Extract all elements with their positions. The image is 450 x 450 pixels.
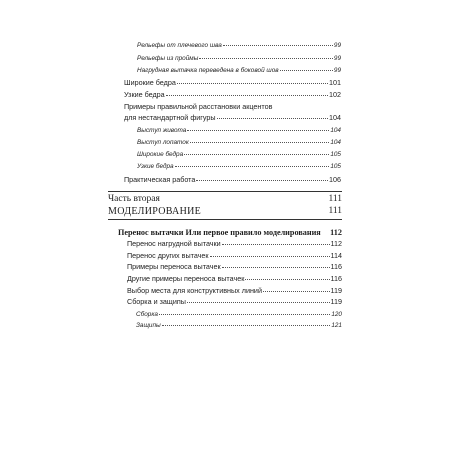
toc-entry-page: 114 (330, 251, 342, 260)
chapter-title: Перенос вытачки Или первое правило моделирования (118, 228, 321, 237)
toc-entry-label: для нестандартной фигуры (124, 113, 216, 122)
toc-entry-page: 121 (331, 322, 342, 329)
toc-entry-page: 104 (329, 113, 341, 122)
leader-dots (166, 95, 328, 96)
part-label: Часть вторая (108, 194, 160, 204)
toc-entry[interactable] (127, 273, 342, 283)
toc-entry-label: Сборка (136, 311, 158, 318)
toc-entry-page: 112 (330, 239, 342, 248)
toc-entry-label: Практическая работа (124, 175, 196, 184)
leader-dots (223, 45, 333, 46)
toc-entry[interactable] (137, 53, 341, 62)
toc-entry-label: Узкие бедра (124, 90, 165, 99)
toc-entry[interactable] (124, 77, 341, 87)
part-title-row[interactable] (108, 206, 342, 217)
toc-entry[interactable] (124, 174, 341, 184)
leader-dots (177, 83, 328, 84)
leader-dots (162, 325, 331, 326)
toc-entry-page: 104 (330, 139, 341, 146)
toc-entry-label: Узкие бедра (137, 163, 174, 170)
toc-entry-label: Широкие бедра (137, 151, 184, 158)
toc-entry-label: Перенос других вытачек (127, 251, 209, 260)
toc-entry-page: 99 (333, 67, 341, 74)
toc-entry-label: Рельефы от плечевого шва (137, 42, 222, 49)
toc-entry-label: Выбор места для конструктивных линий (127, 286, 262, 295)
toc-entry-label: Примеры переноса вытачек (127, 262, 221, 271)
toc-entry[interactable] (127, 250, 342, 260)
toc-entry-page: 105 (330, 163, 341, 170)
toc-entry-page: 104 (330, 127, 341, 134)
leader-dots (210, 256, 330, 257)
part-title-page: 111 (328, 206, 342, 216)
part-rule-bottom (108, 219, 342, 220)
toc-entry-page: 105 (330, 151, 341, 158)
toc-entry-label: Рельефы из проймы (137, 55, 199, 62)
toc-entry-label: Другие примеры переноса вытачек (127, 274, 245, 283)
toc-entry-label: Перенос нагрудной вытачки (127, 239, 221, 248)
chapter-page: 112 (330, 228, 342, 237)
toc-entry-page: 120 (331, 311, 342, 318)
toc-entry-page: 116 (330, 262, 342, 271)
toc-entry-page: 99 (333, 55, 341, 62)
leader-dots (222, 244, 330, 245)
part-title: МОДЕЛИРОВАНИЕ (108, 206, 202, 217)
toc-entry[interactable] (137, 65, 341, 74)
leader-dots (245, 279, 329, 280)
toc-entry-page: 106 (329, 175, 341, 184)
toc-entry-page: 101 (329, 78, 341, 87)
toc-entry[interactable] (136, 320, 342, 329)
toc-entry[interactable] (137, 149, 341, 158)
leader-dots (222, 267, 330, 268)
toc-entry-page: 119 (330, 286, 342, 295)
toc-entry-label-line1: Примеры правильной расстановки акцентов (124, 102, 273, 111)
toc-entry[interactable] (137, 40, 341, 49)
leader-dots (196, 180, 328, 181)
part-rule-top (108, 191, 342, 192)
part-label-page: 111 (328, 194, 342, 204)
toc-entry[interactable] (127, 261, 342, 271)
leader-dots (280, 70, 333, 71)
toc-entry[interactable] (124, 112, 341, 122)
toc-entry[interactable] (124, 89, 341, 99)
toc-entry-label: Широкие бедра (124, 78, 176, 87)
chapter-heading[interactable] (118, 294, 342, 305)
leader-dots (184, 154, 329, 155)
leader-dots (199, 58, 333, 59)
leader-dots (159, 314, 330, 315)
toc-entry[interactable] (137, 125, 341, 134)
leader-dots (187, 130, 329, 131)
toc-entry-label: Нагрудная вытачка переведена в боковой шов (137, 67, 279, 74)
toc-entry-page: 116 (330, 274, 342, 283)
toc-entry[interactable] (137, 161, 341, 170)
leader-dots (263, 291, 330, 292)
toc-entry[interactable] (136, 309, 342, 318)
part-label-row[interactable] (108, 194, 342, 204)
toc-entry-page: 119 (330, 297, 342, 306)
leader-dots (190, 142, 329, 143)
toc-entry[interactable] (137, 137, 341, 146)
toc-entry-label: Защипы (136, 322, 161, 329)
toc-entry[interactable] (127, 238, 342, 248)
toc-entry-page: 99 (333, 42, 341, 49)
toc-entry-label: Выступ живота (137, 127, 187, 134)
toc-entry-page: 102 (329, 90, 341, 99)
toc-entry-label: Выступ лопаток (137, 139, 189, 146)
chapter-heading[interactable] (118, 226, 342, 237)
leader-dots (175, 166, 330, 167)
toc-entry-label: Сборка и защипы (127, 297, 186, 306)
leader-dots (217, 118, 328, 119)
